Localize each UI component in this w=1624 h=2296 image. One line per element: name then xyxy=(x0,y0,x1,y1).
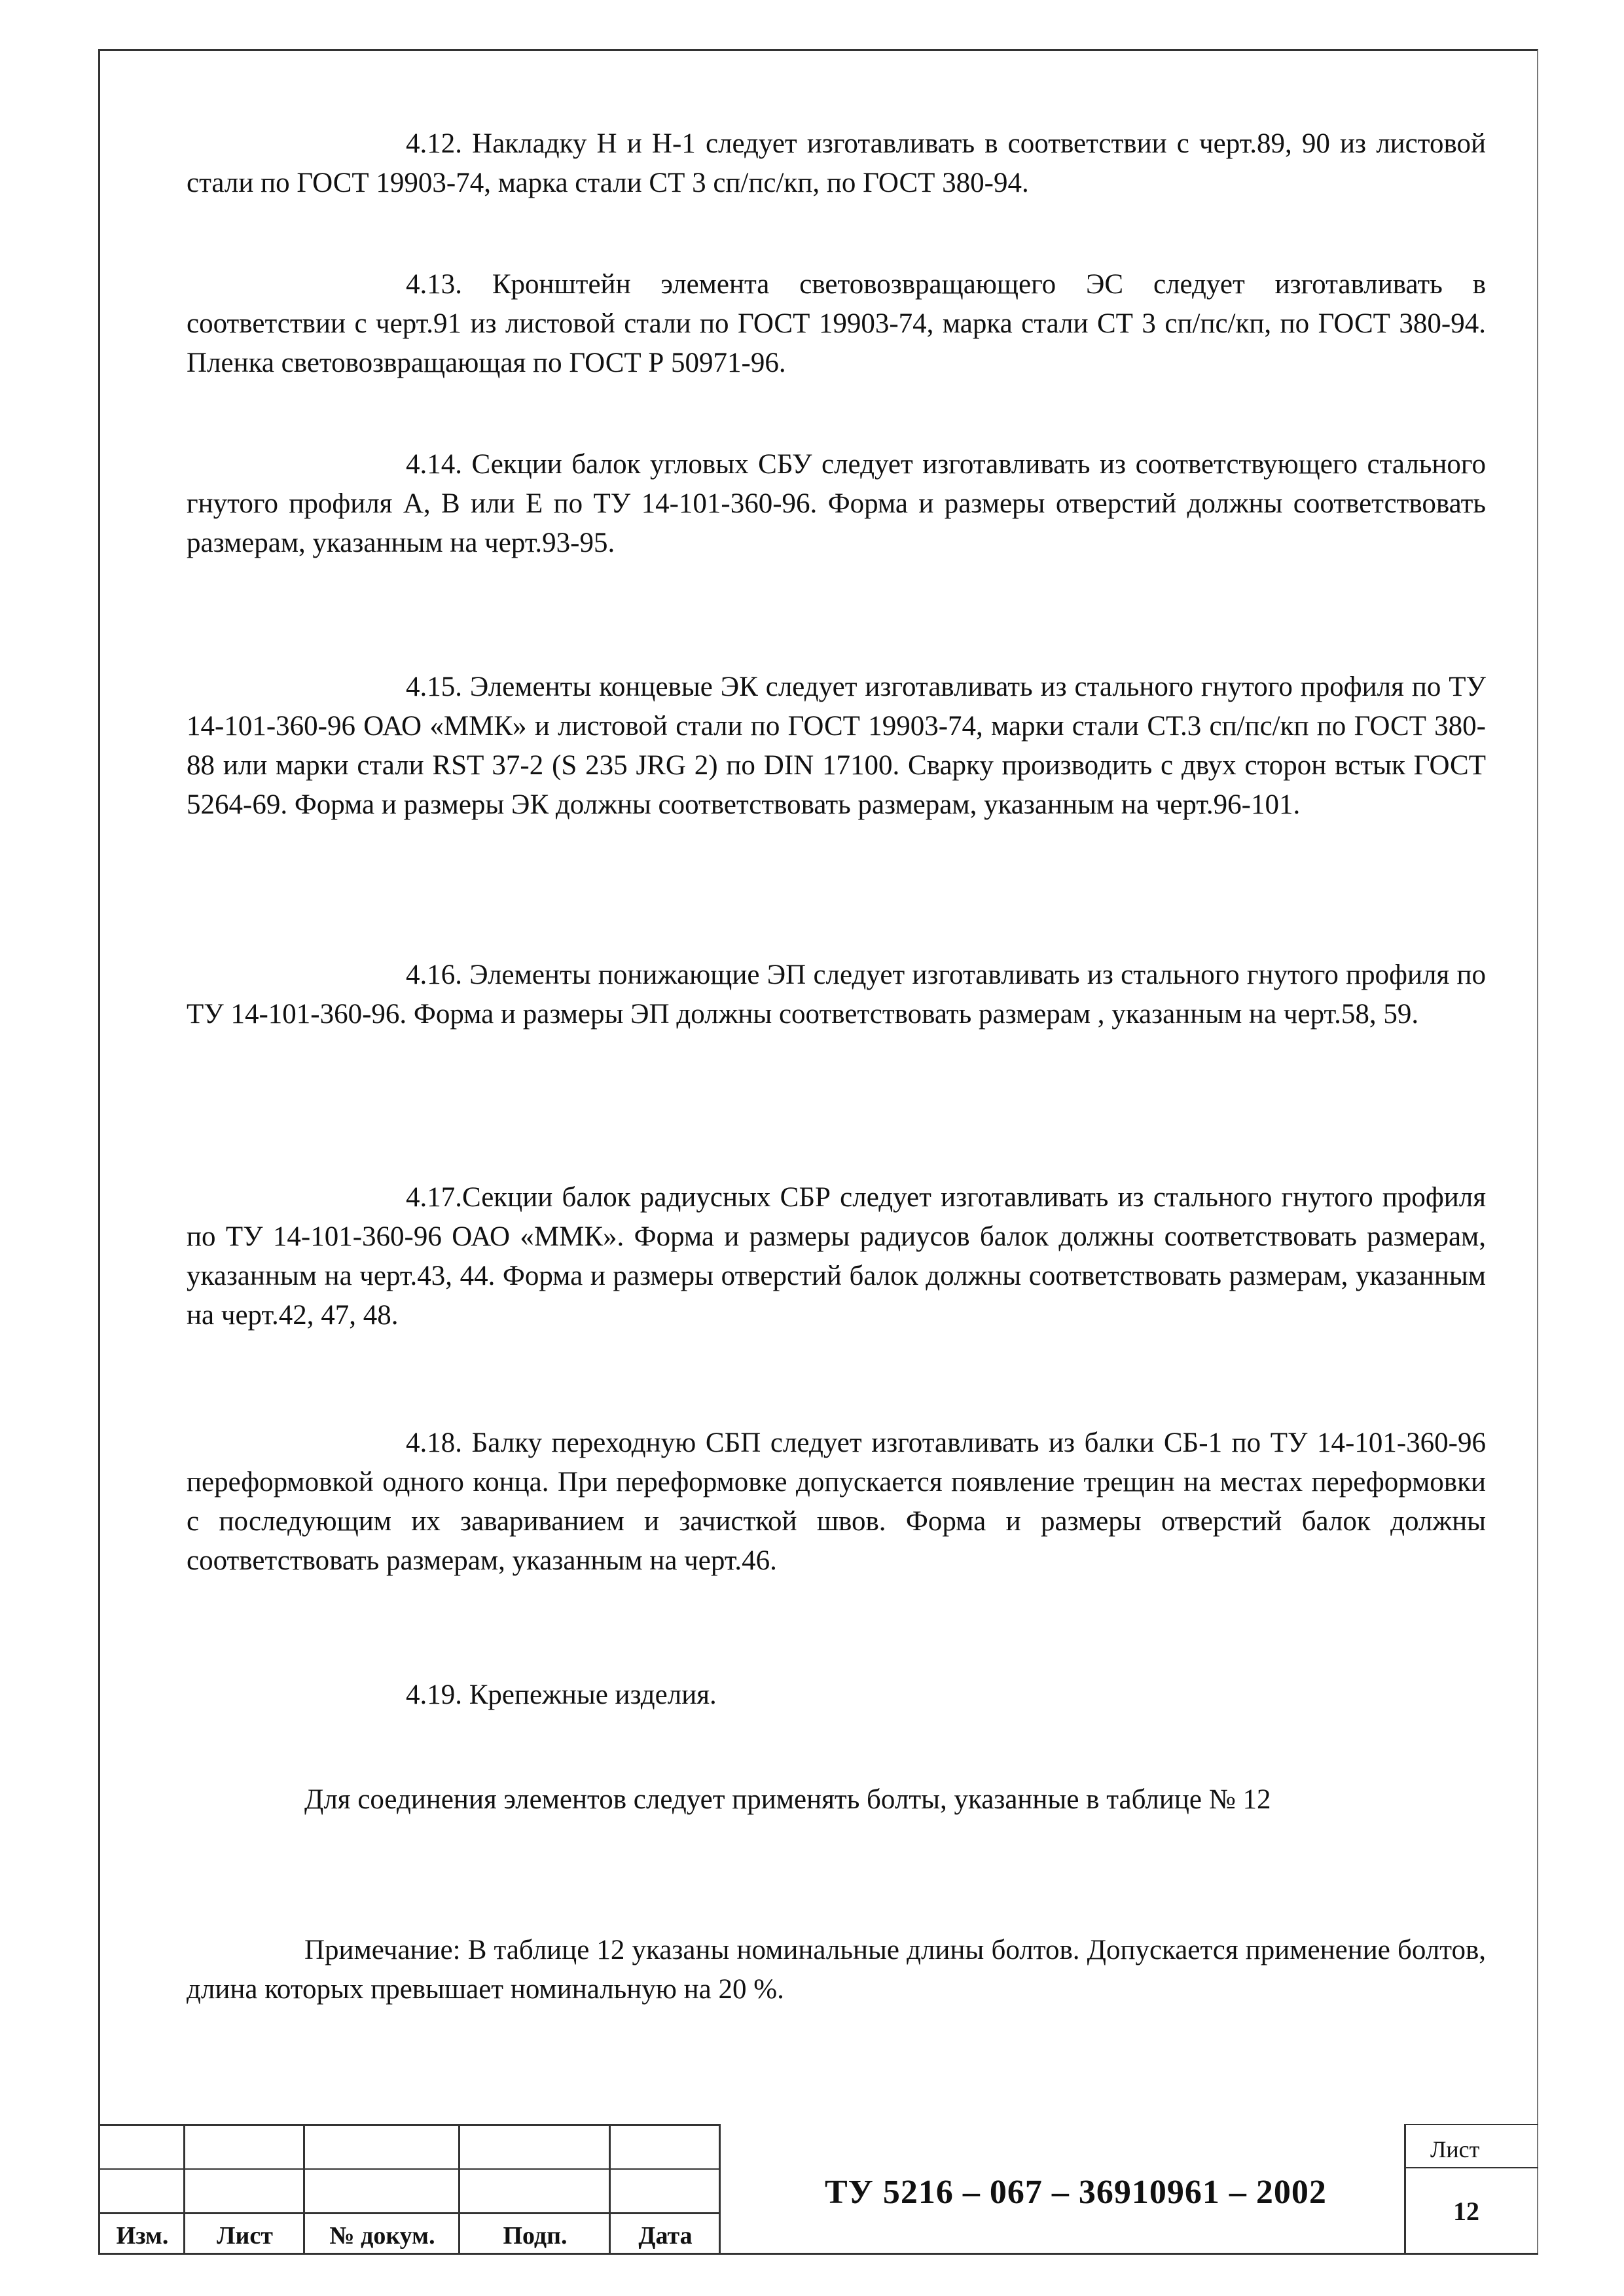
paragraph-note: Примечание: В таблице 12 указаны номинальные длины болтов. Допускается применение болтов, длина которых превышает номинальную на 20 %. xyxy=(187,1935,1486,2005)
stamp-col-doc: № докум. xyxy=(329,2222,435,2250)
sheet-label: Лист xyxy=(1430,2136,1480,2162)
sheet-number: 12 xyxy=(1453,2197,1479,2226)
paragraph-4-18: 4.18. Балку переходную СБП следует изготавливать из балки СБ-1 по ТУ 14-101-360-96 переформовкой одного конца. При переформовке допускается появление трещин на местах переформовки с последующим их завариванием и зачисткой швов. Форма и размеры отверстий балок должны соответствовать размерам, указанным на черт.46. xyxy=(187,1427,1486,1576)
paragraph-4-13: 4.13. Кронштейн элемента световозвращающего ЭС следует изготавливать в соответствии с черт.91 из листовой стали по ГОСТ 19903-74, марка стали СТ 3 сп/пс/кп, по ГОСТ 380-94. Пленка световозвращающая по ГОСТ Р 50971-96. xyxy=(187,269,1486,378)
paragraph-4-15: 4.15. Элементы концевые ЭК следует изготавливать из стального гнутого профиля по ТУ 14-101-360-96 ОАО «ММК» и листовой стали по ГОСТ 19903-74, марки стали СТ.3 сп/пс/кп по ГОСТ 380-88 или марки стали RST 37-2 (S 235 JRG 2) по DIN 17100. Сварку производить с двух сторон встык ГОСТ 5264-69. Форма и размеры ЭК должны соответствовать размерам, указанным на черт.96-101. xyxy=(187,672,1486,820)
stamp-col-sign: Подп. xyxy=(503,2222,568,2250)
stamp-col-list: Лист xyxy=(217,2222,273,2250)
paragraph-bolts: Для соединения элементов следует применять болты, указанные в таблице № 12 xyxy=(304,1784,1271,1815)
paragraph-4-16: 4.16. Элементы понижающие ЭП следует изготавливать из стального гнутого профиля по ТУ 14-101-360-96. Форма и размеры ЭП должны соответствовать размерам , указанным на черт.58, 59. xyxy=(187,960,1486,1030)
title-block xyxy=(98,2124,1538,2255)
paragraph-4-17: 4.17.Секции балок радиусных СБР следует изготавливать из стального гнутого профиля по ТУ 14-101-360-96 ОАО «ММК». Форма и размеры радиусов балок должны соответствовать размерам, указанным на черт.43, 44. Форма и размеры отверстий балок должны соответствовать размерам, указанным на черт.42, 47, 48. xyxy=(187,1182,1486,1331)
document-code: ТУ 5216 – 067 – 36910961 – 2002 xyxy=(825,2174,1327,2211)
paragraph-4-14: 4.14. Секции балок угловых СБУ следует изготавливать из соответствующего стального гнутого профиля А, В или Е по ТУ 14-101-360-96. Форма и размеры отверстий должны соответствовать размерам, указанным на черт.93-95. xyxy=(187,449,1486,558)
paragraph-4-12: 4.12. Накладку Н и Н-1 следует изготавливать в соответствии с черт.89, 90 из листовой стали по ГОСТ 19903-74, марка стали СТ 3 сп/пс/кп, по ГОСТ 380-94. xyxy=(187,128,1486,198)
stamp-col-date: Дата xyxy=(638,2222,693,2250)
stamp-col-izm: Изм. xyxy=(116,2222,169,2250)
paragraph-4-19: 4.19. Крепежные изделия. xyxy=(406,1679,717,1710)
